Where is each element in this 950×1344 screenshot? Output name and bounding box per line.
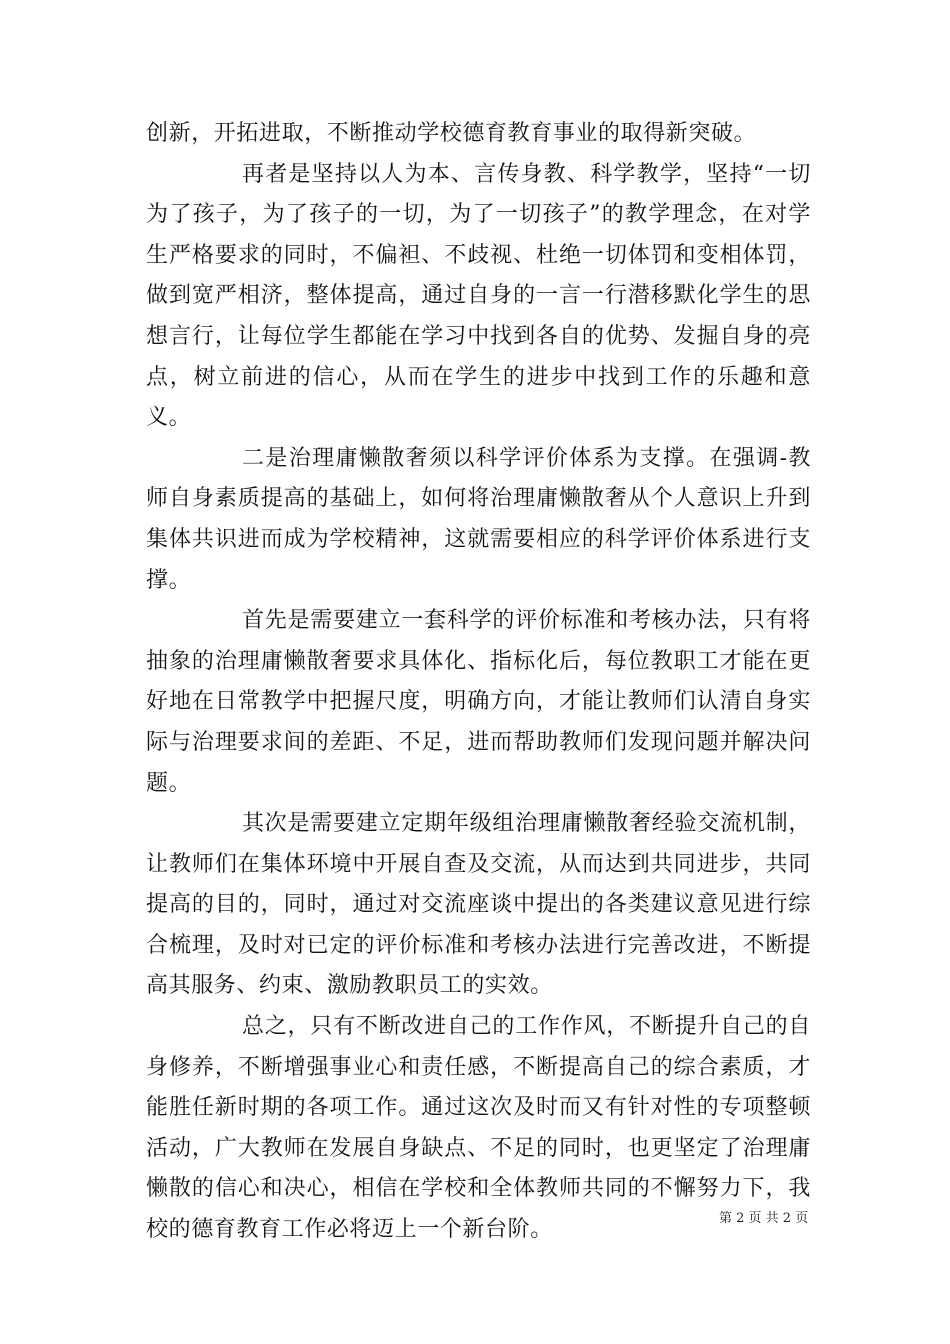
paragraph-teaching-principle: 再者是坚持以人为本、言传身教、科学教学，坚持“一切为了孩子，为了孩子的一切，为了一切孩子”的教学理念，在对学生严格要求的同时，不偏袒、不歧视、杜绝一切体罚和变相体罚，做到宽严相济，整体提高，通过自身的一言一行潜移默化学生的思想言行，让每位学生都能在学习中找到各自的优势、发掘自身的亮点，树立前进的信心，从而在学生的进步中找到工作的乐趣和意义。 (146, 161, 811, 431)
page-number-footer: 第 2 页 共 2 页 (719, 1211, 809, 1226)
paragraph-continuation: 创新，开拓进取，不断推动学校德育教育事业的取得新突破。 (146, 121, 757, 146)
paragraph-evaluation-standards: 首先是需要建立一套科学的评价标准和考核办法，只有将抽象的治理庸懒散奢要求具体化、指标化后，每位教职工才能在更好地在日常教学中把握尺度，明确方向，才能让教师们认清自身实际与治理要求间的差距、不足，进而帮助教师们发现问题并解决问题。 (146, 608, 811, 796)
document-body (146, 114, 811, 1251)
paragraph-exchange-mechanism: 其次是需要建立定期年级组治理庸懒散奢经验交流机制，让教师们在集体环境中开展自查及交流，从而达到共同进步，共同提高的目的，同时，通过对交流座谈中提出的各类建议意见进行综合梳理，及时对已定的评价标准和考核办法进行完善改进，不断提高其服务、约束、激励教职员工的实效。 (146, 811, 811, 999)
paragraph-evaluation-system: 二是治理庸懒散奢须以科学评价体系为支撑。在强调-教师自身素质提高的基础上，如何将治理庸懒散奢从个人意识上升到集体共识进而成为学校精神，这就需要相应的科学评价体系进行支撑。 (146, 445, 811, 593)
paragraph-conclusion: 总之，只有不断改进自己的工作作风，不断提升自己的自身修养，不断增强事业心和责任感，不断提高自己的综合素质，才能胜任新时期的各项工作。通过这次及时而又有针对性的专项整顿活动，广大教师在发展自身缺点、不足的同时，也更坚定了治理庸懒散的信心和决心，相信在学校和全体教师共同的不懈努力下，我校的德育教育工作必将迈上一个新台阶。 (146, 1014, 811, 1243)
